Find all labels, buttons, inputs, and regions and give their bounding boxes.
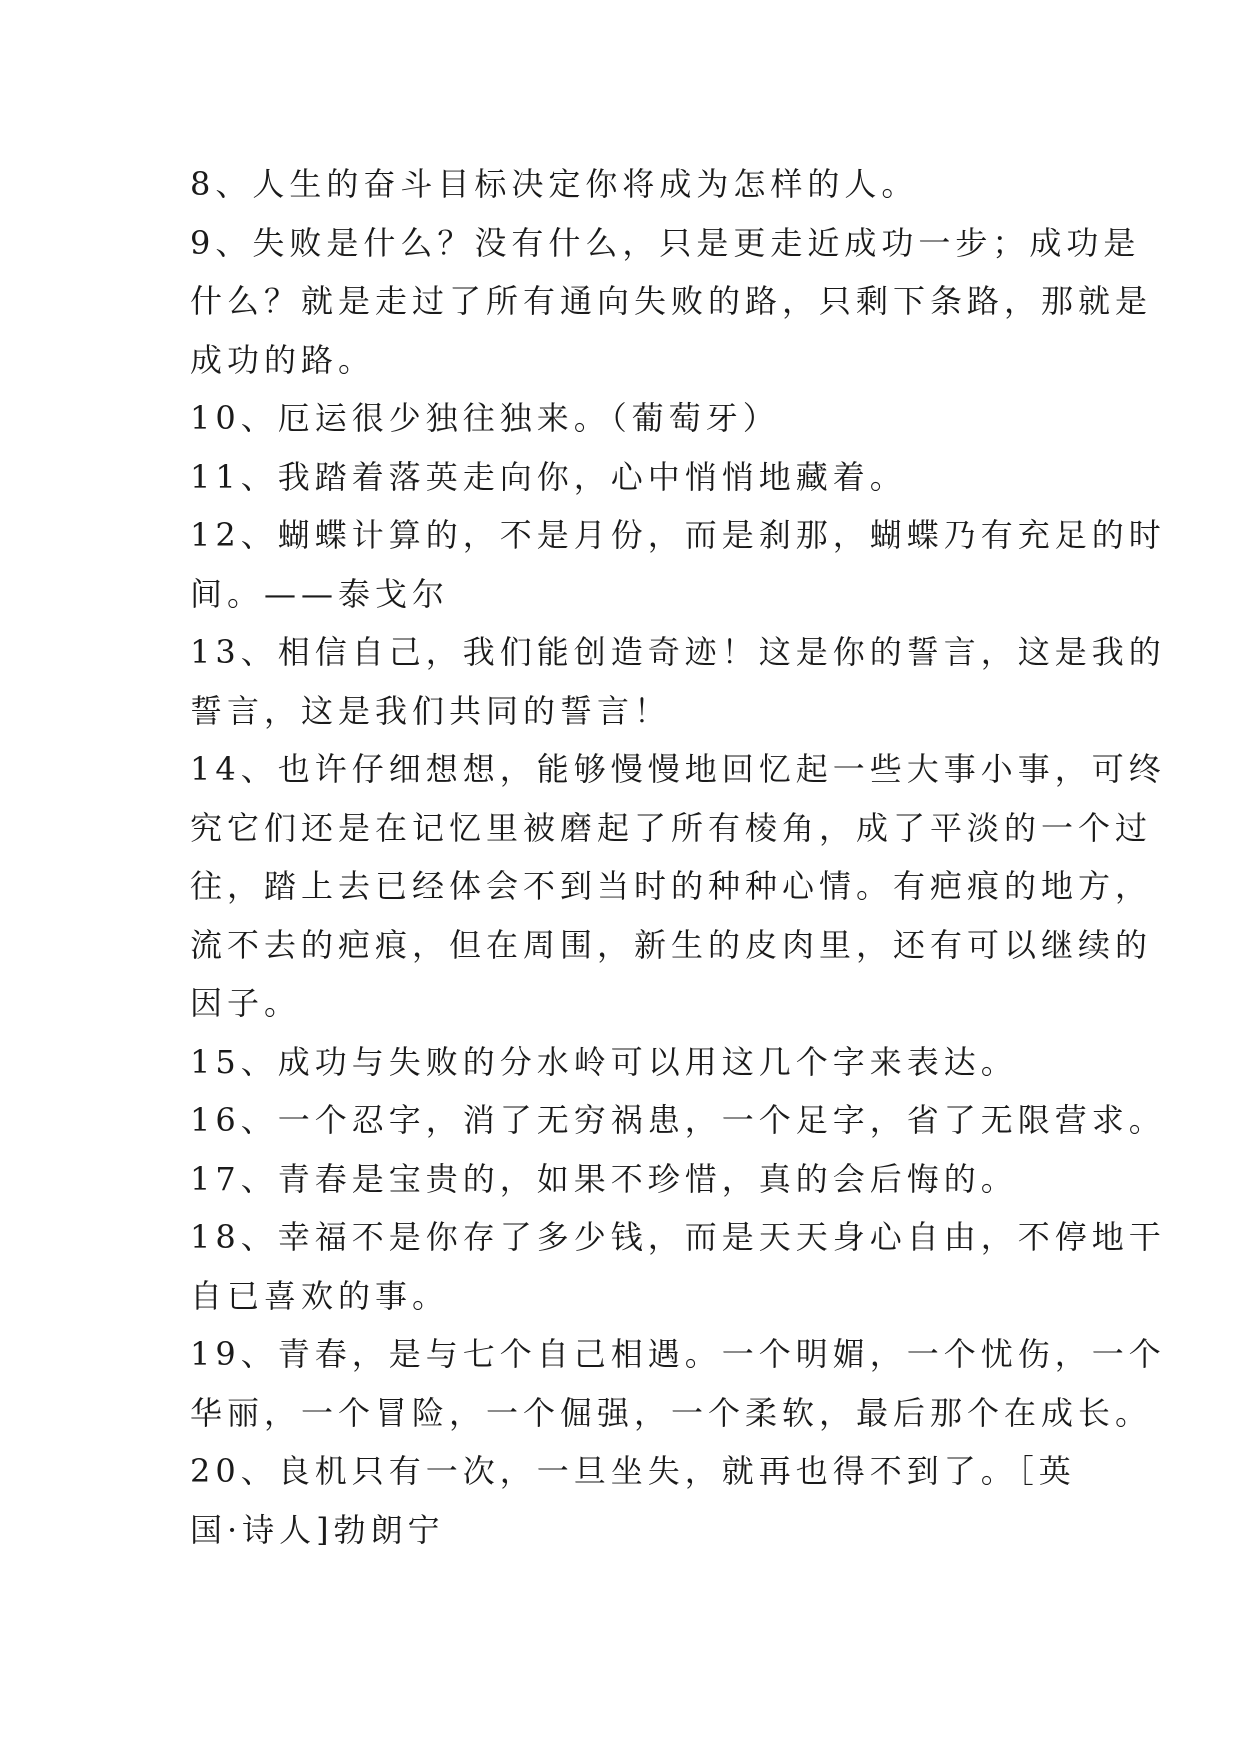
text-line: 什么？就是走过了所有通向失败的路，只剩下条路，那就是 bbox=[190, 282, 1153, 320]
text-line: 11、我踏着落英走向你，心中悄悄地藏着。 bbox=[190, 457, 907, 496]
text-line: 究它们还是在记忆里被磨起了所有棱角，成了平淡的一个过 bbox=[190, 808, 1153, 847]
text-line: 自已喜欢的事。 bbox=[190, 1276, 450, 1315]
text-line: 12、蝴蝶计算的，不是月份，而是刹那，蝴蝶乃有充足的时 bbox=[190, 516, 1166, 554]
text-line: 15、成功与失败的分水岭可以用这几个字来表达。 bbox=[190, 1042, 1018, 1081]
text-line: 国·诗人]勃朗宁 bbox=[190, 1510, 445, 1549]
text-line: 誓言，这是我们共同的誓言！ bbox=[190, 691, 672, 730]
text-line: 因子。 bbox=[190, 984, 302, 1022]
text-line: 14、也许仔细想想，能够慢慢地回忆起一些大事小事，可终 bbox=[190, 750, 1166, 788]
text-line: 19、青春，是与七个自己相遇。一个明媚，一个忧伤，一个 bbox=[190, 1335, 1166, 1373]
text-line: 流不去的疤痕，但在周围，新生的皮肉里，还有可以继续的 bbox=[190, 925, 1153, 964]
text-line: 间。——泰戈尔 bbox=[190, 574, 450, 613]
text-line: 8、人生的奋斗目标决定你将成为怎样的人。 bbox=[190, 165, 919, 203]
text-line: 16、一个忍字，消了无穷祸患，一个足字，省了无限营求。 bbox=[190, 1101, 1166, 1139]
text-line: 18、幸福不是你存了多少钱，而是天天身心自由，不停地干 bbox=[190, 1218, 1166, 1256]
text-line: 13、相信自己，我们能创造奇迹！这是你的誓言，这是我的 bbox=[190, 633, 1166, 671]
text-line: 17、青春是宝贵的，如果不珍惜，真的会后悔的。 bbox=[190, 1159, 1018, 1198]
quote-text-block bbox=[190, 155, 1166, 1559]
text-line: 10、厄运很少独往独来。（葡萄牙） bbox=[190, 399, 780, 437]
text-line: 往，踏上去已经体会不到当时的种种心情。有疤痕的地方， bbox=[190, 867, 1153, 905]
text-line: 华丽，一个冒险，一个倔强，一个柔软，最后那个在成长。 bbox=[190, 1393, 1153, 1432]
text-line: 9、失败是什么？没有什么，只是更走近成功一步；成功是 bbox=[190, 223, 1141, 262]
text-line: 20、良机只有一次，一旦坐失，就再也得不到了。［英 bbox=[190, 1452, 1076, 1490]
text-line: 成功的路。 bbox=[190, 340, 376, 379]
